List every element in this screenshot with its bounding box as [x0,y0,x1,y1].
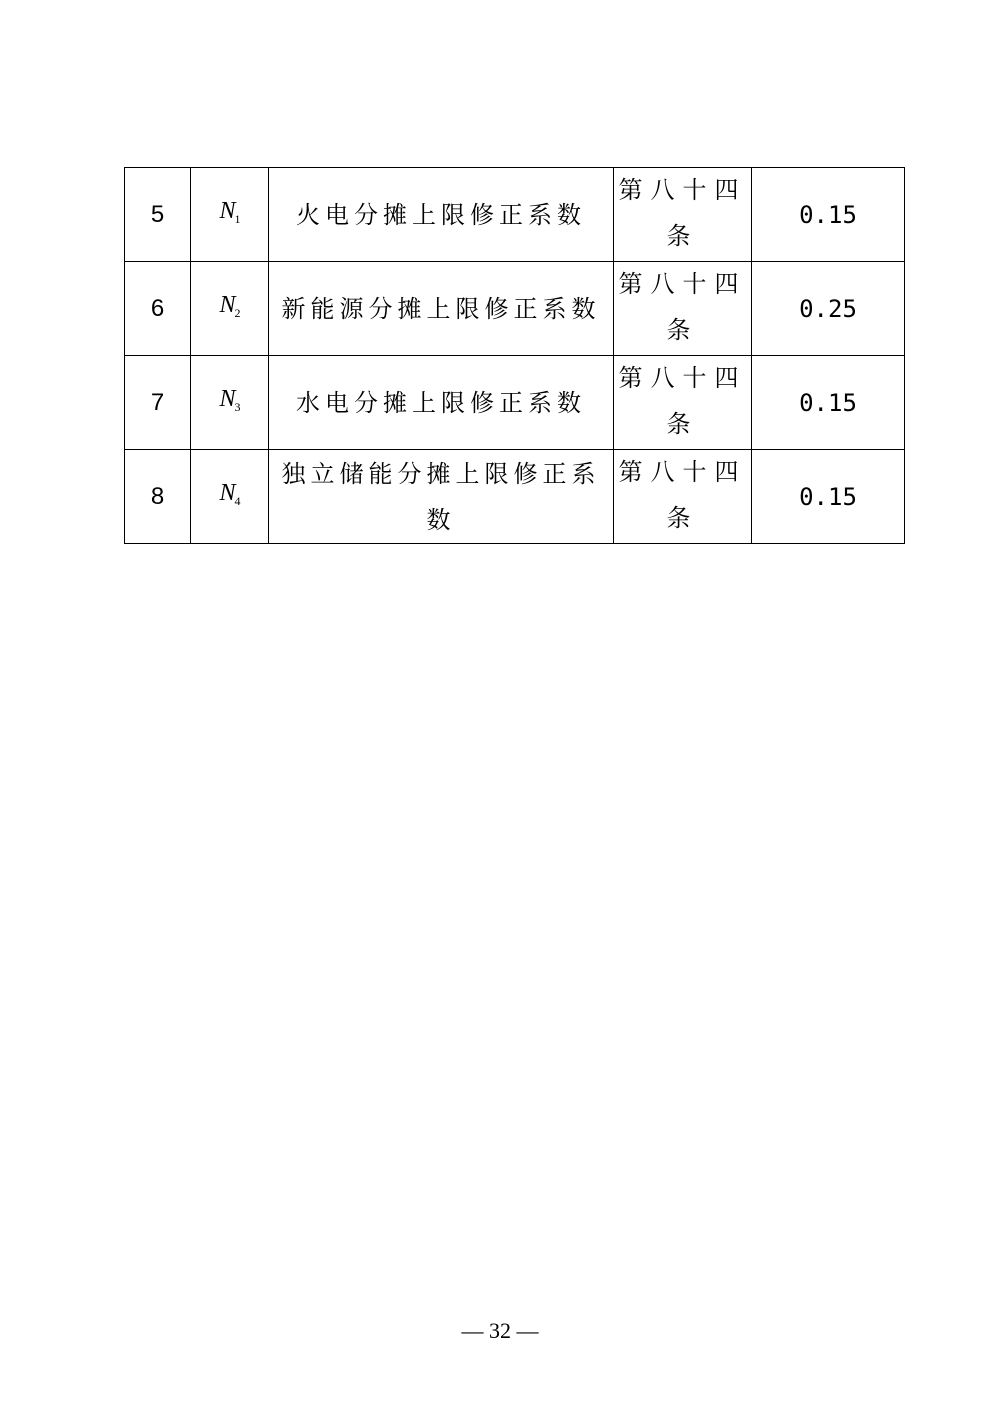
article-reference: 第八十四条 [618,269,747,344]
row-number: 8 [150,483,165,510]
coefficient-table [124,167,905,544]
page-number: — 32 — [461,1318,539,1343]
row-number: 6 [150,295,165,322]
symbol-cell [191,356,269,450]
symbol-base: N [219,480,235,506]
row-number-cell [125,450,191,544]
table-row [125,356,905,450]
row-number-cell [125,356,191,450]
row-number: 7 [150,389,165,416]
article-cell [614,262,752,356]
symbol-subscript: 1 [234,212,240,226]
coefficient-value: 0.15 [799,200,857,229]
article-cell [614,168,752,262]
coefficient-value: 0.15 [799,482,857,511]
coefficient-name: 火电分摊上限修正系数 [296,200,586,229]
value-cell [752,450,905,544]
symbol-base: N [219,386,235,412]
coefficient-value: 0.25 [799,294,857,323]
article-reference: 第八十四条 [618,363,747,438]
symbol-base: N [219,292,235,318]
article-cell [614,450,752,544]
symbol-cell [191,262,269,356]
coefficient-value: 0.15 [799,388,857,417]
symbol-base: N [219,198,235,224]
coefficient-name: 独立储能分摊上限修正系数 [281,459,601,534]
article-reference: 第八十四条 [618,175,747,250]
symbol [219,198,239,224]
symbol [219,480,239,506]
table-row [125,262,905,356]
value-cell [752,356,905,450]
coefficient-name-cell [269,168,614,262]
coefficient-name: 新能源分摊上限修正系数 [281,294,601,323]
symbol-subscript: 4 [234,494,240,508]
table-row [125,168,905,262]
row-number: 5 [150,201,165,228]
coefficient-name-cell [269,450,614,544]
row-number-cell [125,262,191,356]
article-cell [614,356,752,450]
symbol-subscript: 3 [234,400,240,414]
coefficient-name-cell [269,262,614,356]
table-row [125,450,905,544]
value-cell [752,262,905,356]
row-number-cell [125,168,191,262]
coefficient-name-cell [269,356,614,450]
symbol [219,292,239,318]
symbol-cell [191,450,269,544]
symbol-subscript: 2 [234,306,240,320]
coefficient-name: 水电分摊上限修正系数 [296,388,586,417]
article-reference: 第八十四条 [618,457,747,532]
value-cell [752,168,905,262]
symbol [219,386,239,412]
symbol-cell [191,168,269,262]
